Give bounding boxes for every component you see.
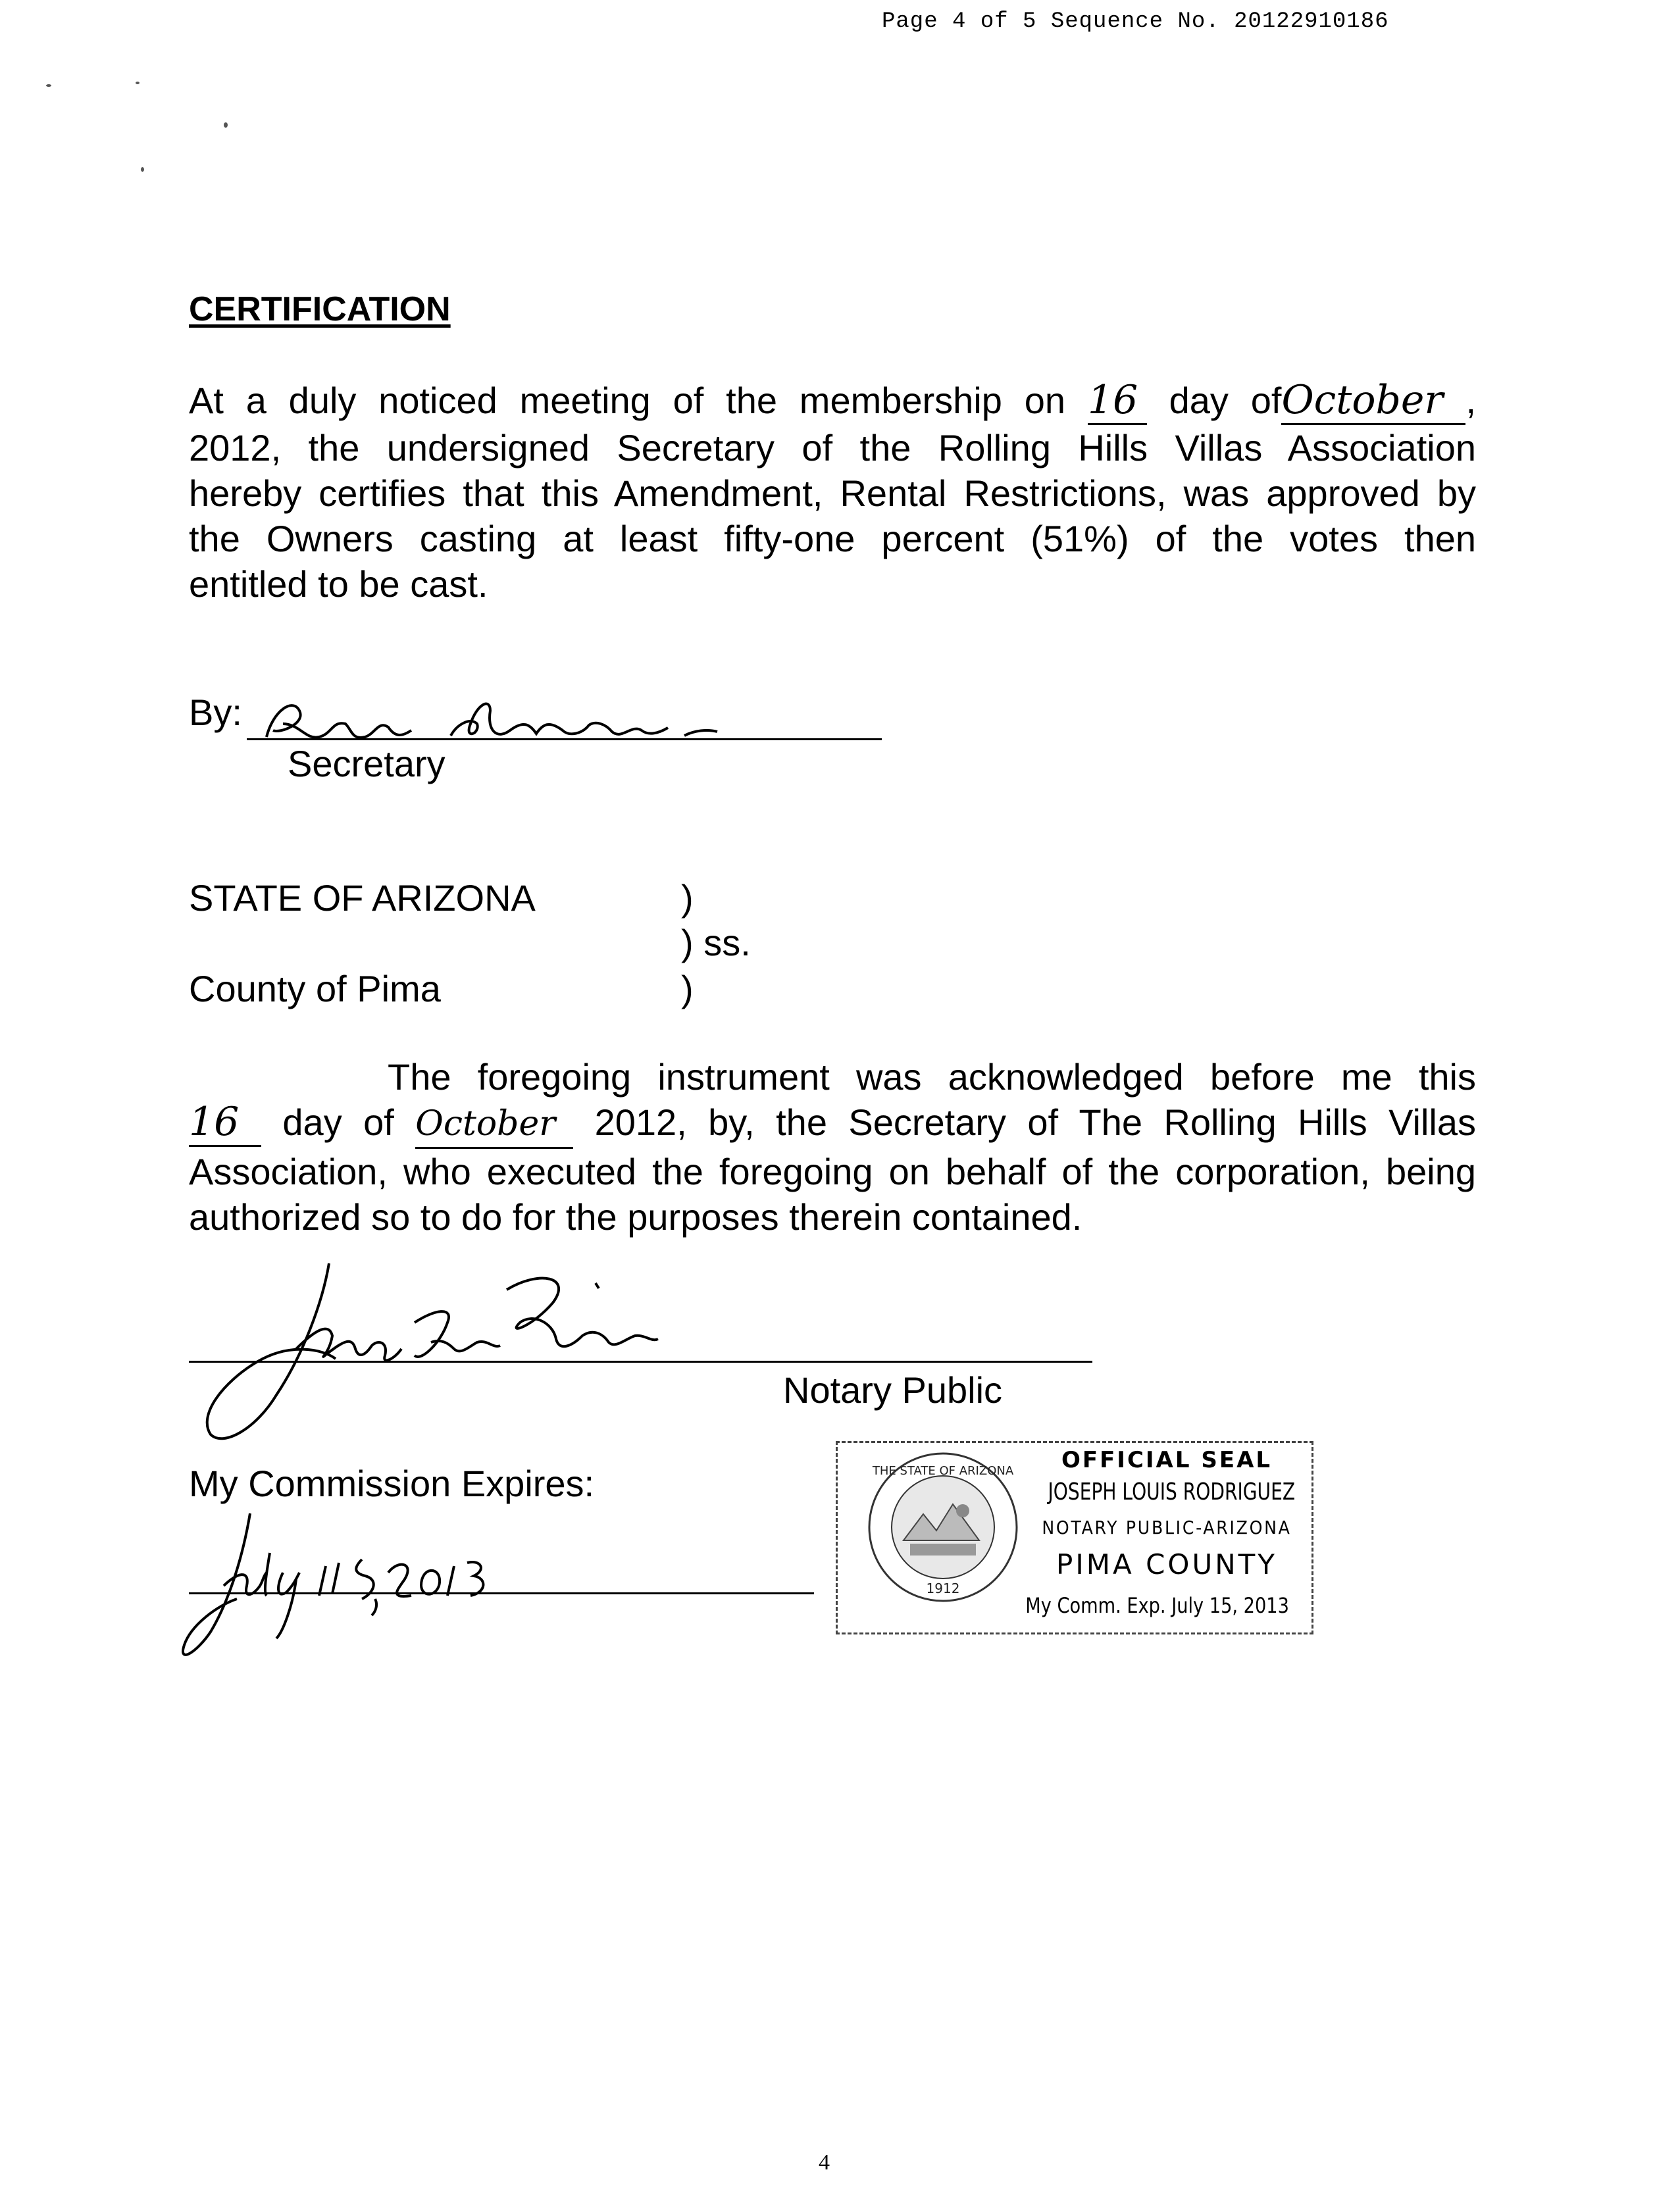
document-title: CERTIFICATION	[189, 290, 451, 328]
notary-signature	[197, 1250, 698, 1461]
acknowledgment-line: authorized so to do for the purposes therein contained.	[189, 1196, 1082, 1238]
acknowledgment-line	[189, 1100, 1476, 1149]
acknowledgment-line: The foregoing instrument was acknowledged before me this	[388, 1056, 1476, 1098]
venue-paren: )	[681, 968, 694, 1009]
state-seal-emblem	[864, 1448, 1022, 1606]
page-number: 4	[819, 2150, 830, 2175]
scan-speck	[136, 82, 140, 84]
scan-speck	[224, 122, 228, 128]
text-span: At a duly noticed meeting of the membership on	[189, 380, 1065, 421]
page-header: Page 4 of 5 Sequence No. 20122910186	[882, 9, 1389, 34]
seal-expiry: My Comm. Exp. July 15, 2013	[1025, 1593, 1289, 1618]
text-span: day of	[1169, 380, 1282, 421]
certification-line: the Owners casting at least fifty-one percent (51%) of the votes then	[189, 518, 1476, 559]
seal-heading: OFFICIAL SEAL	[1061, 1447, 1273, 1473]
certification-line: entitled to be cast.	[189, 563, 488, 605]
ack-month-field: October	[415, 1101, 573, 1149]
venue-county: County of Pima	[189, 968, 441, 1009]
text-span: ,	[1465, 380, 1476, 421]
venue-state: STATE OF ARIZONA	[189, 877, 536, 919]
commission-handwriting	[178, 1507, 520, 1671]
text-span: day of	[282, 1101, 394, 1143]
scan-speck	[46, 84, 51, 87]
acknowledgment-line: Association, who executed the foregoing on behalf of the corporation, being	[189, 1151, 1476, 1192]
seal-county: PIMA COUNTY	[1056, 1548, 1277, 1581]
emblem-year-text: 1912	[926, 1581, 960, 1596]
venue-ss: ) ss.	[681, 922, 751, 963]
notary-title: Notary Public	[783, 1369, 1003, 1411]
certification-line: hereby certifies that this Amendment, Rental Restrictions, was approved by	[189, 472, 1476, 514]
venue-paren: )	[681, 877, 694, 919]
month-field: October	[1281, 378, 1465, 425]
seal-notary-name: JOSEPH LOUIS RODRIGUEZ	[1048, 1479, 1296, 1505]
scan-speck	[141, 167, 144, 172]
secretary-signature-row	[189, 691, 242, 734]
certification-line	[189, 378, 1476, 425]
commission-label: My Commission Expires:	[189, 1463, 595, 1504]
certification-paragraph	[189, 378, 1476, 607]
day-field: 16	[1088, 378, 1147, 425]
text-span: 2012, by, the Secretary of The Rolling Hills Villas	[594, 1101, 1476, 1143]
acknowledgment-paragraph	[189, 1054, 1476, 1240]
emblem-top-text: THE STATE OF ARIZONA	[872, 1464, 1014, 1478]
seal-role: NOTARY PUBLIC-ARIZONA	[1042, 1517, 1292, 1538]
certification-line: 2012, the undersigned Secretary of the Rolling Hills Villas Association	[189, 427, 1476, 468]
official-seal	[836, 1441, 1313, 1634]
secretary-title: Secretary	[288, 743, 445, 784]
ack-day-field: 16	[189, 1100, 261, 1147]
by-label: By:	[189, 692, 242, 733]
